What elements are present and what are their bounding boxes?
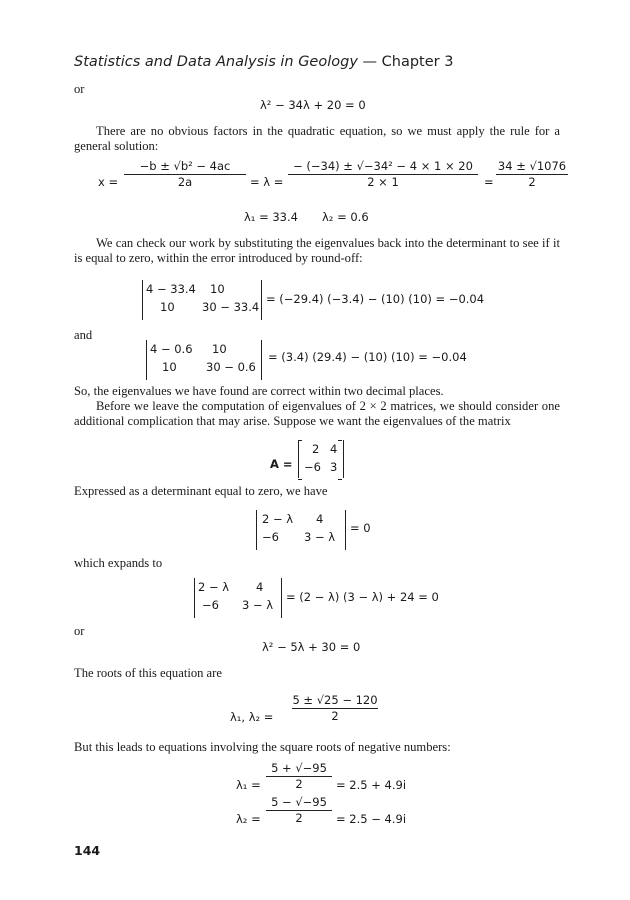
det1-cell-c: 10 <box>160 300 175 314</box>
fraction-lambda2 <box>266 796 332 825</box>
det3-result: = 0 <box>350 521 371 535</box>
det4-result: = (2 − λ) (3 − λ) + 24 = 0 <box>286 590 439 604</box>
header-dash: — <box>357 54 382 70</box>
lambda2-result: = 2.5 − 4.9i <box>336 812 407 826</box>
equals-sign: = <box>484 175 494 189</box>
fraction-roots-denominator: 2 <box>331 709 339 723</box>
matrix-a-label: A = <box>270 457 293 471</box>
paragraph-correct-two-places: So, the eigenvalues we have found are correct within two decimal places. <box>74 384 444 398</box>
fraction-general-denominator: 2a <box>177 175 193 189</box>
fraction-substituted <box>288 160 478 189</box>
fraction-lambda1 <box>266 762 332 791</box>
det3-cell-a: 2 − λ <box>262 512 294 526</box>
matrix-a-cell-d: 3 <box>330 460 338 474</box>
det4-cell-a: 2 − λ <box>198 580 230 594</box>
header-book-title: Statistics and Data Analysis in Geology <box>74 54 358 70</box>
fraction-lambda1-denominator: 2 <box>295 777 303 791</box>
lambda1-result: = 2.5 + 4.9i <box>336 778 407 792</box>
fraction-simplified <box>496 160 568 189</box>
paragraph-expressed-determinant: Expressed as a determinant equal to zero, we have <box>74 484 328 498</box>
matrix-a-cell-c: −6 <box>304 460 321 474</box>
det1-cell-d: 30 − 33.4 <box>202 300 260 314</box>
fraction-substituted-numerator: − (−34) ± √−34² − 4 × 1 × 20 <box>293 159 473 173</box>
header-chapter: Chapter 3 <box>381 54 454 70</box>
lambda2-lhs: λ₂ = <box>236 812 261 826</box>
paragraph-complication: Before we leave the computation of eigenvalues of 2 × 2 matrices, we should consider one additional complication that may arise. Suppose we want the eigenvalues of the matrix <box>74 399 560 428</box>
equation-quadratic-1: λ² − 34λ + 20 = 0 <box>260 98 366 112</box>
det1-cell-b: 10 <box>210 282 225 296</box>
det2-cell-a: 4 − 0.6 <box>150 342 193 356</box>
det2-cell-d: 30 − 0.6 <box>206 360 256 374</box>
word-and: and <box>74 328 93 342</box>
det3-cell-c: −6 <box>262 530 279 544</box>
fraction-simplified-denominator: 2 <box>528 175 536 189</box>
fraction-general-numerator: −b ± √b² − 4ac <box>139 159 231 173</box>
fraction-lambda2-denominator: 2 <box>295 811 303 825</box>
equals-lambda: = λ = <box>250 175 284 189</box>
lambda1-lhs: λ₁ = <box>236 778 261 792</box>
paragraph-roots: The roots of this equation are <box>74 666 222 680</box>
paragraph-check-determinant: We can check our work by substituting the eigenvalues back into the determinant to see if it is equal to zero, within the error introduced by round-off: <box>74 236 560 265</box>
matrix-a-cell-a: 2 <box>312 442 320 456</box>
word-or-1: or <box>74 82 85 96</box>
paragraph-expands: which expands to <box>74 556 163 570</box>
fraction-simplified-numerator: 34 ± √1076 <box>497 159 567 173</box>
paragraph-general-solution: There are no obvious factors in the quadratic equation, so we must apply the rule for a general solution: <box>74 124 560 153</box>
matrix-a-cell-b: 4 <box>330 442 338 456</box>
det1-result: = (−29.4) (−3.4) − (10) (10) = −0.04 <box>266 292 485 306</box>
paragraph-negative-roots: But this leads to equations involving the square roots of negative numbers: <box>74 740 451 754</box>
det3-cell-d: 3 − λ <box>304 530 336 544</box>
fraction-lambda1-numerator: 5 + √−95 <box>271 761 327 775</box>
page-number: 144 <box>74 843 101 858</box>
det2-cell-b: 10 <box>212 342 227 356</box>
fraction-general-formula <box>124 160 246 189</box>
det4-cell-b: 4 <box>256 580 264 594</box>
fraction-lambda2-numerator: 5 − √−95 <box>271 795 327 809</box>
root-lambda-1: λ₁ = 33.4 <box>244 210 298 224</box>
equation-quadratic-2: λ² − 5λ + 30 = 0 <box>262 640 361 654</box>
root-lambda-2: λ₂ = 0.6 <box>322 210 369 224</box>
fraction-roots <box>292 694 378 723</box>
fraction-substituted-denominator: 2 × 1 <box>367 175 399 189</box>
fraction-roots-numerator: 5 ± √25 − 120 <box>292 693 378 707</box>
det2-cell-c: 10 <box>162 360 177 374</box>
running-header <box>74 54 453 70</box>
det1-cell-a: 4 − 33.4 <box>146 282 196 296</box>
det4-cell-d: 3 − λ <box>242 598 274 612</box>
word-or-2: or <box>74 624 85 638</box>
x-equals: x = <box>98 175 119 189</box>
det3-cell-b: 4 <box>316 512 324 526</box>
det4-cell-c: −6 <box>202 598 219 612</box>
det2-result: = (3.4) (29.4) − (10) (10) = −0.04 <box>268 350 467 364</box>
roots-lhs: λ₁, λ₂ = <box>230 710 274 724</box>
